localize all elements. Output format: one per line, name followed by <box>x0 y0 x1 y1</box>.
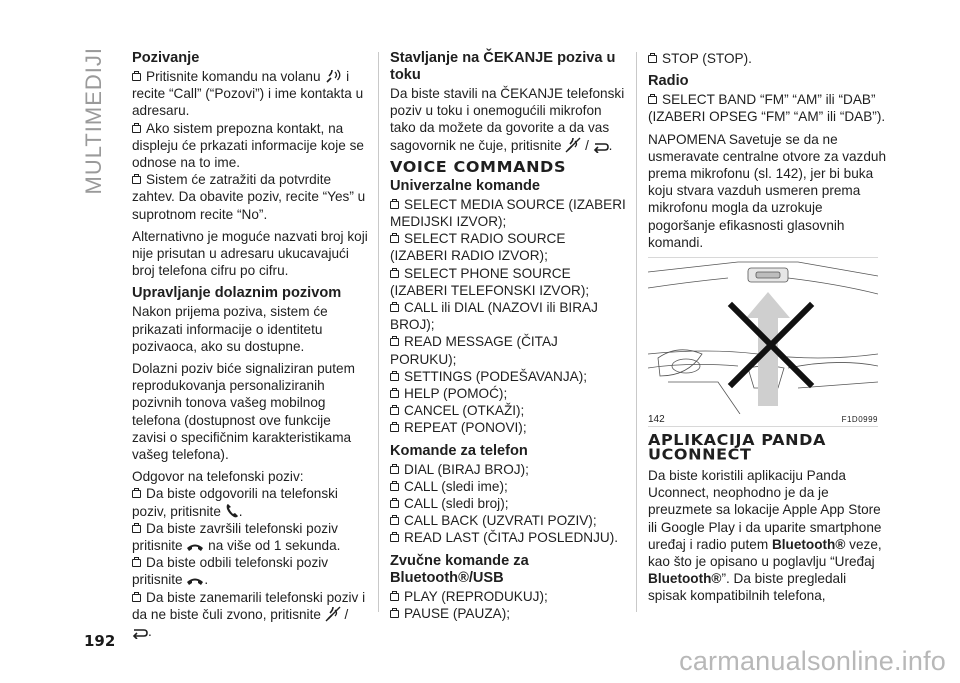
heading-phone-commands: Komande za telefon <box>390 442 528 459</box>
list-item: SETTINGS (PODEŠAVANJA); <box>390 368 626 385</box>
bullet-icon <box>390 304 399 312</box>
dashboard-illustration <box>648 258 878 414</box>
hold-paragraph: Da biste stavili na ČEKANJE telefonski poziv u toku i onemogućili mikrofon tako da možete da govorite a da vas sagovornik ne čuje, pritisnite / . <box>390 86 625 153</box>
bullet-icon <box>390 483 399 491</box>
heading-calling: Pozivanje <box>132 50 200 66</box>
bullet-icon <box>390 534 399 542</box>
column-1 <box>132 50 368 640</box>
heading-panda-app: APLIKACIJA PANDA UCONNECT <box>648 431 826 464</box>
bullet-icon <box>132 490 141 498</box>
answer-step-4: Da biste zanemarili telefonski poziv i da ne biste čuli zvono, pritisnite / . <box>132 589 366 640</box>
bullet-icon <box>390 270 399 278</box>
bullet-icon <box>390 466 399 474</box>
section-title <box>81 46 106 194</box>
bullet-icon <box>390 500 399 508</box>
list-item: REPEAT (PONOVI); <box>390 419 626 436</box>
list-item: DIAL (BIRAJ BROJ); <box>390 461 626 478</box>
bullet-icon <box>132 176 141 184</box>
column-3 <box>648 50 888 610</box>
call-paragraph: Alternativno je moguće nazvati broj koji nije prisutan u adresaru ukucavajući broj telefona cifru po cifru. <box>132 228 368 279</box>
mute-icon <box>565 137 581 153</box>
call-step-2: Ako sistem prepozna kontakt, na displeju će prkazati informacije koje se odnose na to ime. <box>132 120 364 171</box>
list-item: READ MESSAGE (ČITAJ PORUKU); <box>390 334 558 367</box>
column-divider-2 <box>636 52 637 612</box>
universal-commands-list <box>390 196 626 437</box>
return-arrow-icon <box>132 627 148 639</box>
bullet-icon <box>390 390 399 398</box>
bullet-icon <box>390 424 399 432</box>
bullet-icon <box>390 517 399 525</box>
radio-command: SELECT BAND “FM” “AM” ili “DAB” (IZABERI OPSEG “FM” “AM” ili “DAB”). <box>648 92 886 125</box>
bullet-icon <box>390 201 399 209</box>
list-item: CALL BACK (UZVRATI POZIV); <box>390 512 626 529</box>
bullet-icon <box>132 125 141 133</box>
stop-command: STOP (STOP). <box>648 50 888 67</box>
phone-commands-list <box>390 461 626 547</box>
list-item: SELECT PHONE SOURCE (IZABERI TELEFONSKI IZVOR); <box>390 265 590 298</box>
incoming-paragraph-1: Nakon prijema poziva, sistem će prikazati informacije o identitetu pozivaoca, ako su dostupne. <box>132 304 328 354</box>
bullet-icon <box>132 525 141 533</box>
heading-universal-commands: Univerzalne komande <box>390 177 541 194</box>
list-item: PAUSE (PAUZA); <box>390 605 626 622</box>
phone-hangup-icon <box>186 541 204 553</box>
bullet-icon <box>390 235 399 243</box>
audio-commands-list <box>390 588 626 622</box>
incoming-paragraph-3: Odgovor na telefonski poziv: <box>132 469 304 485</box>
list-item: CALL ili DIAL (NAZOVI ili BIRAJ BROJ); <box>390 300 598 333</box>
list-item: READ LAST (ČITAJ POSLEDNJU). <box>390 529 626 546</box>
figure-code: F1D0999 <box>841 414 878 424</box>
answer-step-2: Da biste završili telefonski poziv pritisnite na više od 1 sekunda. <box>132 520 341 554</box>
bullet-icon <box>132 73 141 81</box>
answer-step-3: Da biste odbili telefonski poziv pritisnite . <box>132 555 329 588</box>
column-2 <box>390 50 626 622</box>
page-number: 192 <box>84 632 116 650</box>
phone-hangup-icon <box>186 575 204 587</box>
heading-voice-commands: VOICE COMMANDS <box>390 157 567 176</box>
watermark: carmanualsonline.info <box>679 646 946 676</box>
bullet-icon <box>390 610 399 618</box>
heading-audio-commands: Zvučne komande za Bluetooth®/USB <box>390 552 529 586</box>
answer-step-1: Da biste odgovorili na telefonski poziv, pritisnite . <box>132 486 338 519</box>
call-step-3: Sistem će zatražiti da potvrdite zahtev. Da obavite poziv, recite “Yes” u suprotnom recite “No”. <box>132 172 366 222</box>
bullet-icon <box>390 407 399 415</box>
bullet-icon <box>390 593 399 601</box>
heading-hold-call: Stavljanje na ČEKANJE poziva u toku <box>390 50 616 83</box>
column-divider-1 <box>378 52 379 612</box>
phone-pickup-icon <box>225 503 239 519</box>
heading-radio: Radio <box>648 73 689 90</box>
bullet-icon <box>648 96 657 104</box>
bullet-icon <box>390 338 399 346</box>
note-paragraph: NAPOMENA Savetuje se da ne usmeravate centralne otvore za vazduh prema mikrofonu (sl. 142), jer bi buka koju stvara vazduh usmeren prema mikrofonu mogla da uzrokuje pogoršanje efikasnosti glasovnih komandi. <box>648 131 887 250</box>
list-item: HELP (POMOĆ); <box>390 385 626 402</box>
incoming-paragraph-2: Dolazni poziv biće signaliziran putem reprodukovanja personaliziranih pozivnih tonova vašeg mobilnog telefona (dostupnost ove funkcije zavisi o specifičnim karakteristikama vašeg telefona). <box>132 361 355 463</box>
figure-142 <box>648 257 878 427</box>
heading-incoming-call: Upravljanje dolaznim pozivom <box>132 285 342 302</box>
mute-icon <box>325 606 341 622</box>
list-item: SELECT RADIO SOURCE (IZABERI RADIO IZVOR); <box>390 231 566 264</box>
section-title-text: MULTIMEDIJI <box>81 46 106 194</box>
return-arrow-icon <box>593 141 609 153</box>
list-item: PLAY (REPRODUKUJ); <box>390 588 626 605</box>
list-item: CALL (sledi ime); <box>390 478 626 495</box>
bullet-icon <box>132 594 141 602</box>
figure-number: 142 <box>648 413 665 425</box>
voice-command-icon <box>324 68 342 84</box>
panda-paragraph: Da biste koristili aplikaciju Panda Uconnect, neophodno je da je preuzmete sa lokacije Apple App Store ili Google Play i da uparite smartphone uređaj i radio putem Bluetooth® veze, kao što je opisano u poglavlju “Uređaj Bluetooth®”. Da biste pregledali spisak kompatibilnih telefona, <box>648 468 882 604</box>
bullet-icon <box>648 55 657 63</box>
call-step-1: Pritisnite komandu na volanu i recite “Call” (“Pozovi”) i ime kontakta u adresaru. <box>132 69 364 119</box>
list-item: CALL (sledi broj); <box>390 495 626 512</box>
list-item: CANCEL (OTKAŽI); <box>390 402 626 419</box>
list-item: SELECT MEDIA SOURCE (IZABERI MEDIJSKI IZVOR); <box>390 196 626 230</box>
bullet-icon <box>132 559 141 567</box>
bullet-icon <box>390 373 399 381</box>
